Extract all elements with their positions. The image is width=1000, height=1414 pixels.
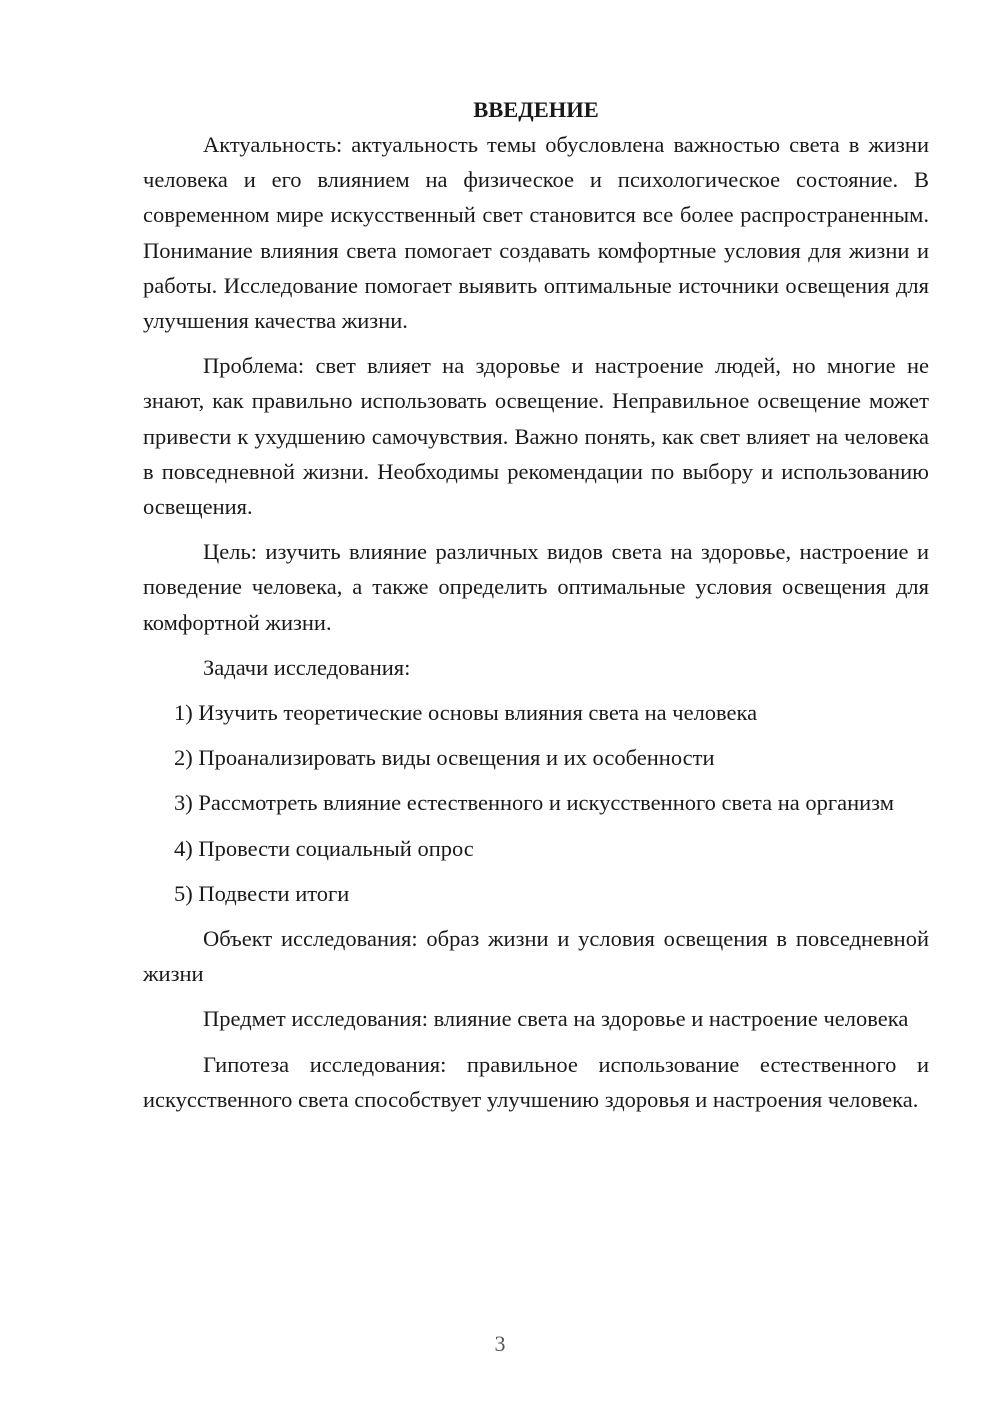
task-item: 4) Провести социальный опрос bbox=[174, 835, 474, 861]
page-content bbox=[143, 92, 929, 1127]
task-item: 3) Рассмотреть влияние естественного и искусственного света на организм bbox=[174, 790, 894, 816]
paragraph-problem: Проблема: свет влияет на здоровье и настроение людей, но многие не знают, как правильно использовать освещение. Неправильное освещение может привести к ухудшению самочувствия. Важно понять, как свет влияет на человека в повседневной жизни. Необходимы рекомендации по выбору и использованию освещения. bbox=[143, 353, 929, 520]
task-item: 5) Подвести итоги bbox=[174, 880, 350, 906]
paragraph-relevance: Актуальность: актуальность темы обусловлена важностью света в жизни человека и его влиянием на физическое и психологическое состояние. В современном мире искусственный свет становится все более распространенным. Понимание влияния света помогает создавать комфортные условия для жизни и работы. Исследование помогает выявить оптимальные источники освещения для улучшения качества жизни. bbox=[143, 132, 929, 334]
paragraph-subject: Предмет исследования: влияние света на здоровье и настроение человека bbox=[203, 1006, 909, 1032]
task-item: 2) Проанализировать виды освещения и их особенности bbox=[174, 745, 715, 771]
tasks-heading: Задачи исследования: bbox=[203, 654, 411, 680]
page-title: ВВЕДЕНИЕ bbox=[473, 97, 599, 122]
page-number: 3 bbox=[494, 1331, 506, 1356]
paragraph-object: Объект исследования: образ жизни и условия освещения в повседневной жизни bbox=[143, 926, 929, 987]
paragraph-hypothesis: Гипотеза исследования: правильное использование естественного и искусственного света способствует улучшению здоровья и настроения человека. bbox=[143, 1051, 929, 1112]
task-item: 1) Изучить теоретические основы влияния света на человека bbox=[174, 700, 758, 726]
paragraph-goal: Цель: изучить влияние различных видов света на здоровье, настроение и поведение человека, а также определить оптимальные условия освещения для комфортной жизни. bbox=[143, 539, 929, 635]
